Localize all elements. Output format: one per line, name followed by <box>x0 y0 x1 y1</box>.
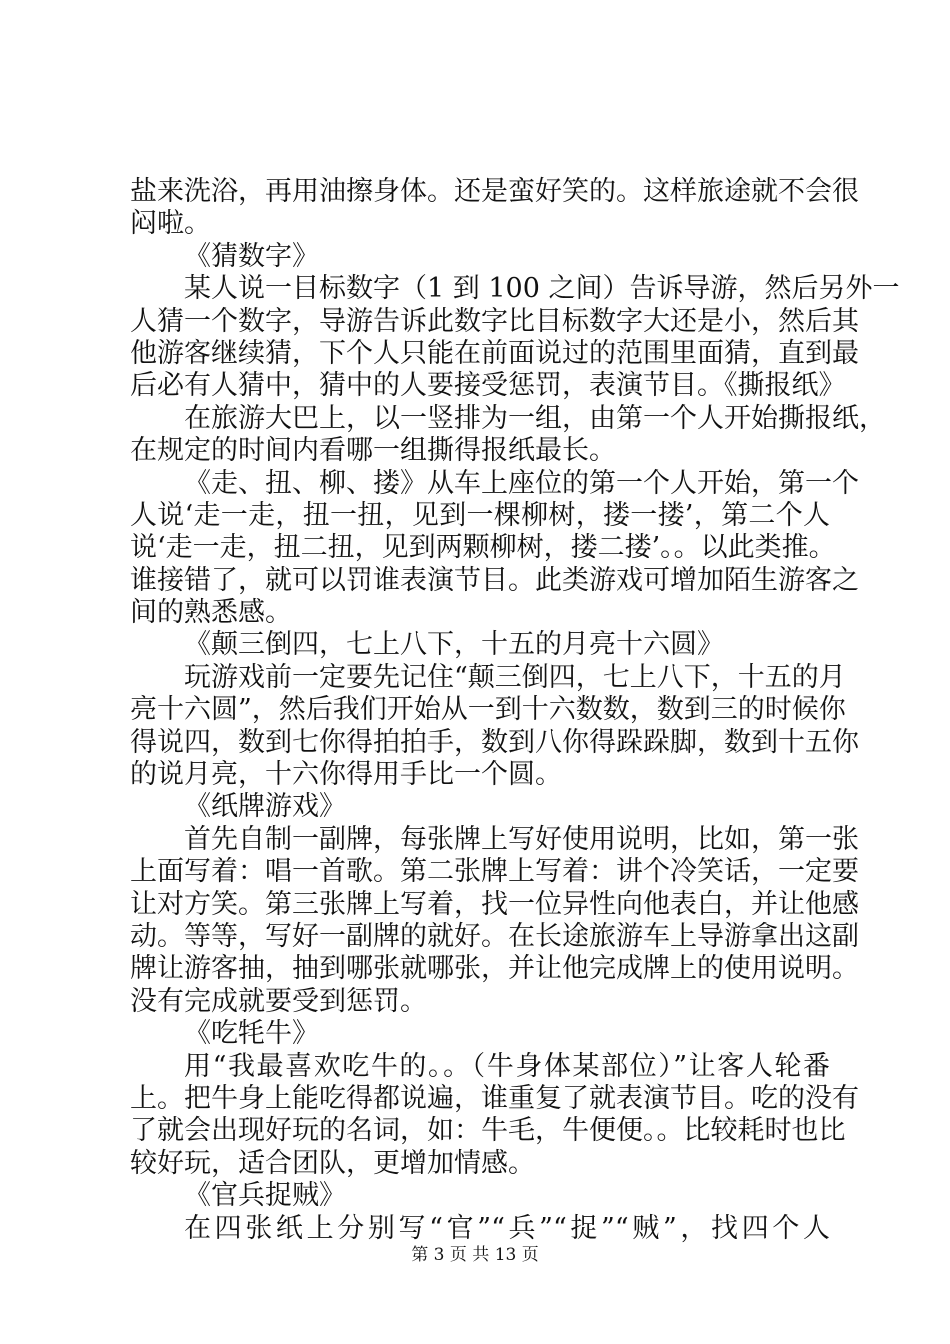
text-line: 《走、扭、柳、搂》从车上座位的第一个人开始，第一个 <box>184 467 859 499</box>
text-line: 较好玩，适合团队，更增加情感。 <box>130 1147 535 1179</box>
text-line: 首先自制一副牌，每张牌上写好使用说明，比如，第一张 <box>184 823 859 855</box>
text-line: 上面写着：唱一首歌。第二张牌上写着：讲个冷笑话，一定要 <box>130 856 859 888</box>
text-line: 谁接错了，就可以罚谁表演节目。此类游戏可增加陌生游客之 <box>130 564 859 596</box>
text-line: 没有完成就要受到惩罚。 <box>130 985 427 1017</box>
text-line: 间的熟悉感。 <box>130 597 292 629</box>
section-title: 《吃牦牛》 <box>184 1018 319 1050</box>
text-line: 在旅游大巴上，以一竖排为一组，由第一个人开始撕报纸， <box>184 402 886 434</box>
text-line: 牌让游客抽，抽到哪张就哪张，并让他完成牌上的使用说明。 <box>130 953 859 985</box>
text-line: 得说四，数到七你得拍拍手，数到八你得跺跺脚，数到十五你 <box>130 726 859 758</box>
text-line: 人猜一个数字，导游告诉此数字比目标数字大还是小，然后其 <box>130 305 859 337</box>
text-line: 亮十六圆”，然后我们开始从一到十六数数，数到三的时候你 <box>130 694 846 726</box>
text-line: 动。等等，写好一副牌的就好。在长途旅游车上导游拿出这副 <box>130 920 859 952</box>
text-line: 玩游戏前一定要先记住“颠三倒四，七上八下，十五的月 <box>184 661 846 693</box>
text-line: 让对方笑。第三张牌上写着，找一位异性向他表白，并让他感 <box>130 888 859 920</box>
section-title: 《颠三倒四，七上八下，十五的月亮十六圆》 <box>184 629 724 661</box>
page-number-footer: 第 3 页 共 13 页 <box>411 1245 539 1265</box>
text-line: 说‘走一走，扭二扭，见到两颗柳树，搂二搂’。。以此类推。 <box>130 532 836 564</box>
text-line: 盐来洗浴，再用油擦身体。还是蛮好笑的。这样旅途就不会很 <box>130 176 859 207</box>
text-line: 的说月亮，十六你得用手比一个圆。 <box>130 759 562 791</box>
text-line: 闷啦。 <box>130 208 211 240</box>
text-line: 上。把牛身上能吃得都说遍，谁重复了就表演节目。吃的没有 <box>130 1082 859 1114</box>
text-line: 某人说一目标数字（1 到 100 之间）告诉导游，然后另外一 <box>184 273 900 305</box>
text-line: 了就会出现好玩的名词，如：牛毛，牛便便。。比较耗时也比 <box>130 1115 846 1147</box>
text-line: 人说‘走一走，扭一扭，见到一棵柳树，搂一搂’，第二个人 <box>130 499 830 531</box>
document-body <box>130 176 900 1245</box>
section-title: 《猜数字》 <box>184 240 319 272</box>
text-line: 用“我最喜欢吃牛的。。（牛身体某部位）”让客人轮番 <box>184 1050 830 1082</box>
text-line: 在规定的时间内看哪一组撕得报纸最长。 <box>130 435 616 467</box>
section-title: 《官兵捉贼》 <box>184 1180 346 1212</box>
text-line: 在四张纸上分别写“官”“兵”“捉”“贼”，找四个人 <box>184 1212 830 1244</box>
text-line: 他游客继续猜，下个人只能在前面说过的范围里面猜，直到最 <box>130 337 859 369</box>
text-line: 后必有人猜中，猜中的人要接受惩罚，表演节目。《撕报纸》 <box>130 370 846 402</box>
section-title: 《纸牌游戏》 <box>184 791 346 823</box>
